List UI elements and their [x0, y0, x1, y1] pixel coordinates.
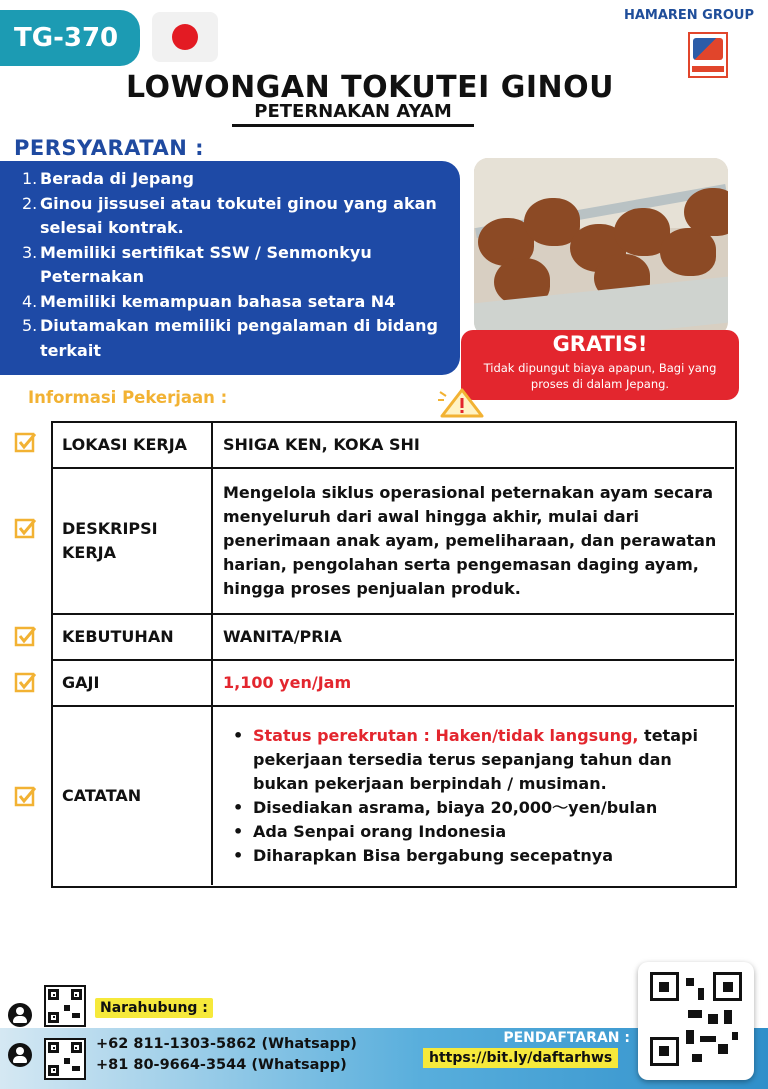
recruitment-status-detail: tetapi pekerjaan tersedia terus sepanjang tahun dan bukan pekerjaan berpindah / musiman. — [253, 726, 698, 793]
phone-number[interactable]: +62 811-1303-5862 (Whatsapp) — [96, 1036, 357, 1052]
row-label: CATATAN — [53, 707, 213, 885]
requirement-number: 4. — [22, 291, 38, 311]
table-row-salary — [53, 661, 734, 707]
requirement-text: Ginou jissusei atau tokutei ginou yang akan selesai kontrak. — [40, 193, 437, 237]
note-text: Disediakan asrama, biaya 20,000～yen/bulan — [253, 798, 658, 817]
requirement-text: Diutamakan memiliki pengalaman di bidang terkait — [40, 316, 439, 360]
row-label: DESKRIPSI KERJA — [53, 469, 213, 613]
page-title: LOWONGAN TOKUTEI GINOU — [125, 70, 614, 105]
requirements-list — [22, 167, 450, 363]
table-row-notes — [53, 707, 734, 885]
note-item: • Ada Senpai orang Indonesia — [233, 820, 724, 844]
checkbox-icon — [14, 670, 38, 694]
free-badge-title: GRATIS! — [552, 332, 648, 356]
registration-qr-frame — [638, 962, 754, 1080]
job-info-table — [51, 421, 737, 888]
row-label: GAJI — [53, 661, 213, 705]
registration-link[interactable]: https://bit.ly/daftarhws — [423, 1048, 618, 1068]
requirement-item — [22, 314, 450, 363]
person-icon — [8, 1043, 32, 1067]
checkbox-icon — [14, 784, 38, 808]
job-info-title: Informasi Pekerjaan : — [28, 388, 228, 407]
chicken-farm-photo — [474, 158, 728, 336]
free-badge — [461, 330, 739, 400]
row-value: Mengelola siklus operasional peternakan ayam secara menyeluruh dari awal hingga akhir, mulai dari penerimaan anak ayam, pemeliharaan, dan perawatan harian, pengolahan serta pengemasan daging ayam, hingga proses penjualan produk. — [223, 483, 717, 598]
registration-qr-code[interactable] — [648, 970, 744, 1068]
registration-label: PENDAFTARAN : — [503, 1030, 630, 1046]
recruitment-status: Status perekrutan : Haken/tidak langsung, — [253, 726, 639, 745]
requirement-item — [22, 290, 450, 315]
notes-list — [223, 724, 724, 868]
row-value — [213, 707, 734, 885]
row-label: KEBUTUHAN — [53, 615, 213, 659]
table-row-location — [53, 423, 734, 469]
table-row-needs — [53, 615, 734, 661]
checkbox-icon — [14, 516, 38, 540]
checkbox-icon — [14, 624, 38, 648]
row-label: LOKASI KERJA — [53, 423, 213, 467]
note-item: • Diharapkan Bisa bergabung secepatnya — [233, 844, 724, 868]
brand-name: HAMAREN GROUP — [623, 8, 754, 23]
free-badge-note: Tidak dipungut biaya apapun, Bagi yang proses di dalam Jepang. — [483, 361, 717, 391]
requirement-item — [22, 192, 450, 241]
requirement-number: 3. — [22, 242, 38, 262]
table-row-description — [53, 469, 734, 615]
requirement-text: Memiliki sertifikat SSW / Senmonkyu Peternakan — [40, 242, 372, 286]
row-value: SHIGA KEN, KOKA SHI — [223, 435, 420, 454]
note-text: Diharapkan Bisa bergabung secepatnya — [253, 846, 613, 865]
page-subtitle: PETERNAKAN AYAM — [232, 101, 474, 127]
requirement-number: 1. — [22, 169, 38, 188]
requirement-text: Memiliki kemampuan bahasa setara N4 — [40, 291, 396, 311]
note-item: • Disediakan asrama, biaya 20,000～yen/bulan — [233, 796, 724, 820]
job-code-badge: TG-370 — [0, 10, 140, 66]
japan-flag-icon — [152, 12, 218, 62]
contact-qr-code[interactable] — [44, 1038, 86, 1080]
requirement-item — [22, 167, 450, 192]
requirements-title: PERSYARATAN : — [14, 136, 205, 160]
requirements-box — [0, 161, 460, 375]
warning-icon — [438, 384, 488, 420]
person-icon — [8, 1003, 32, 1027]
requirement-item — [22, 241, 450, 290]
note-text: Ada Senpai orang Indonesia — [253, 822, 507, 841]
requirement-text: Berada di Jepang — [40, 169, 194, 188]
checkbox-icon — [14, 430, 38, 454]
requirement-number: 2. — [22, 193, 38, 213]
phone-number[interactable]: +81 80-9664-3544 (Whatsapp) — [96, 1057, 347, 1073]
note-item: • Status perekrutan : Haken/tidak langsung, tetapi pekerjaan tersedia terus sepanjang tahun dan bukan pekerjaan berpindah / musiman. — [233, 726, 698, 793]
contact-label: Narahubung : — [95, 998, 213, 1018]
contact-qr-code[interactable] — [44, 985, 86, 1027]
requirement-number: 5. — [22, 316, 38, 335]
salary-value: 1,100 yen/Jam — [223, 673, 352, 692]
row-value: WANITA/PRIA — [223, 627, 342, 646]
